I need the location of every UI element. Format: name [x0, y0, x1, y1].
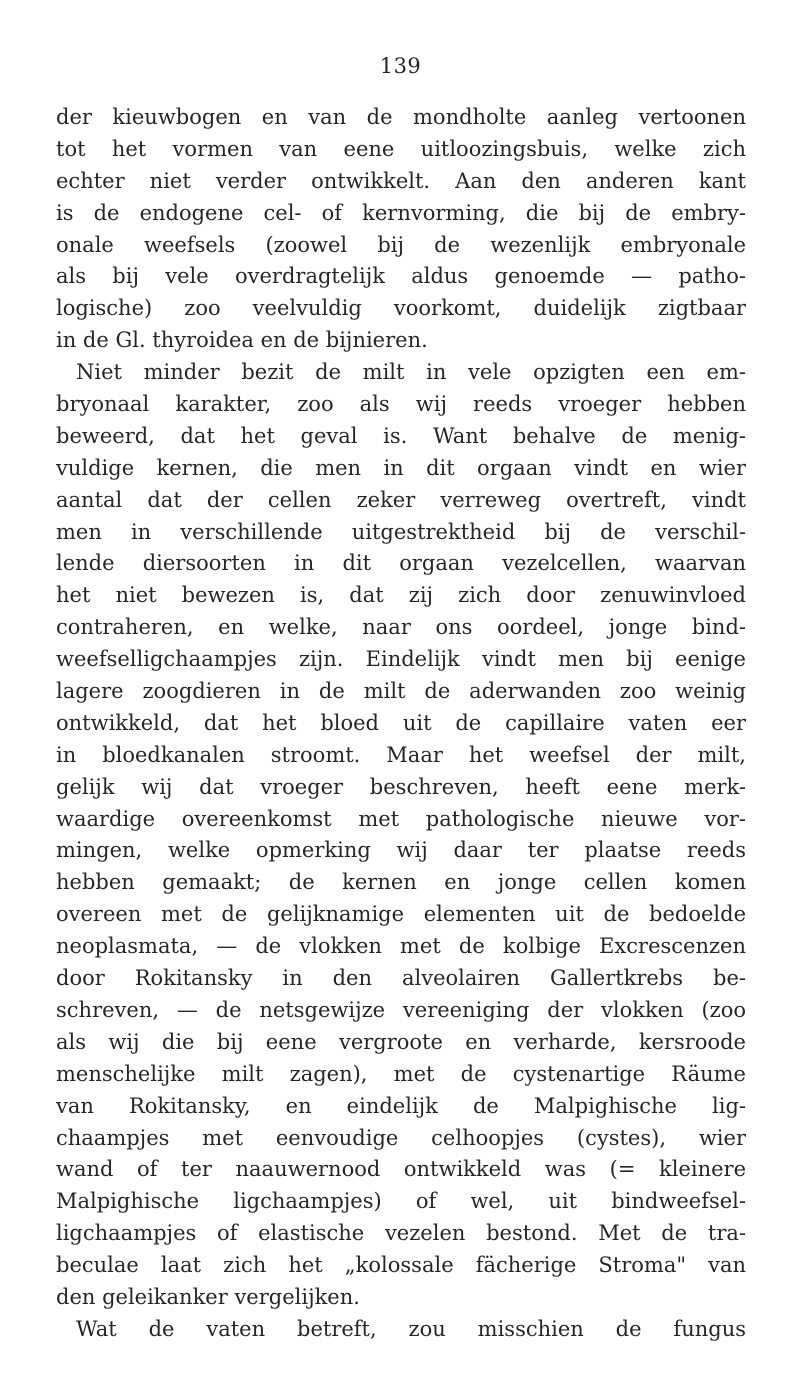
text-line: hebben gemaakt; de kernen en jonge cellen komen — [56, 870, 746, 895]
text-line: overeen met de gelijknamige elementen uit de bedoelde — [56, 902, 746, 927]
text-line: aantal dat der cellen zeker verreweg overtreft, vindt — [56, 487, 746, 512]
text-line: als wij die bij eene vergroote en verharde, kersroode — [56, 1029, 746, 1054]
text-line: neoplasmata, — de vlokken met de kolbige Excrescenzen — [56, 934, 746, 959]
text-line: ontwikkeld, dat het bloed uit de capillaire vaten eer — [56, 710, 746, 735]
text-line: men in verschillende uitgestrektheid bij de verschil- — [56, 519, 746, 544]
text-line: chaampjes met eenvoudige celhoopjes (cystes), wier — [56, 1125, 746, 1150]
text-line: Niet minder bezit de milt in vele opzigten een em- — [76, 360, 746, 385]
text-line: schreven, — de netsgewijze vereeniging der vlokken (zoo — [56, 997, 746, 1022]
text-line: tot het vormen van eene uitloozingsbuis, welke zich — [56, 136, 746, 161]
text-line: den geleikanker vergelijken. — [56, 1284, 360, 1309]
body-text — [56, 102, 746, 1346]
text-line: door Rokitansky in den alveolairen Gallertkrebs be- — [56, 966, 746, 991]
text-line: gelijk wij dat vroeger beschreven, heeft eene merk- — [56, 774, 746, 799]
text-line: der kieuwbogen en van de mondholte aanleg vertoonen — [56, 105, 746, 129]
text-line: bryonaal karakter, zoo als wij reeds vroeger hebben — [56, 392, 746, 417]
text-line: beweerd, dat het geval is. Want behalve de menig- — [56, 423, 746, 448]
text-line: menschelijke milt zagen), met de cystenartige Räume — [56, 1061, 746, 1086]
text-line: logische) zoo veelvuldig voorkomt, duidelijk zigtbaar — [56, 296, 746, 321]
text-line: onale weefsels (zoowel bij de wezenlijk embryonale — [56, 232, 746, 257]
text-line: het niet bewezen is, dat zij zich door zenuwinvloed — [56, 583, 746, 608]
text-line: in bloedkanalen stroomt. Maar het weefsel der milt, — [56, 742, 746, 767]
text-line: Malpighische ligchaampjes) of wel, uit bindweefsel- — [56, 1189, 746, 1214]
text-line: in de Gl. thyroidea en de bijnieren. — [56, 328, 428, 353]
text-line: wand of ter naauwernood ontwikkeld was (= kleinere — [56, 1157, 746, 1182]
text-line: lagere zoogdieren in de milt de aderwanden zoo weinig — [56, 679, 746, 704]
page-number: 139 — [379, 54, 422, 78]
text-line: ligchaampjes of elastische vezelen bestond. Met de tra- — [56, 1221, 746, 1246]
text-line: waardige overeenkomst met pathologische nieuwe vor- — [56, 806, 746, 831]
text-line: als bij vele overdragtelijk aldus genoemde — patho- — [56, 264, 746, 289]
text-line: lende diersoorten in dit orgaan vezelcellen, waarvan — [56, 551, 746, 576]
text-line: mingen, welke opmerking wij daar ter plaatse reeds — [56, 838, 746, 863]
text-line: beculae laat zich het „kolossale fächerige Stroma" van — [56, 1253, 746, 1278]
text-line: contraheren, en welke, naar ons oordeel, jonge bind- — [56, 615, 746, 640]
text-line: weefselligchaampjes zijn. Eindelijk vindt men bij eenige — [56, 647, 746, 672]
text-line: is de endogene cel- of kernvorming, die bij de embry- — [56, 200, 746, 225]
text-line: van Rokitansky, en eindelijk de Malpighische lig- — [56, 1093, 746, 1118]
text-line: Wat de vaten betreft, zou misschien de fungus — [76, 1316, 746, 1341]
text-line: vuldige kernen, die men in dit orgaan vindt en wier — [56, 455, 746, 480]
text-line: echter niet verder ontwikkelt. Aan den anderen kant — [56, 168, 746, 193]
